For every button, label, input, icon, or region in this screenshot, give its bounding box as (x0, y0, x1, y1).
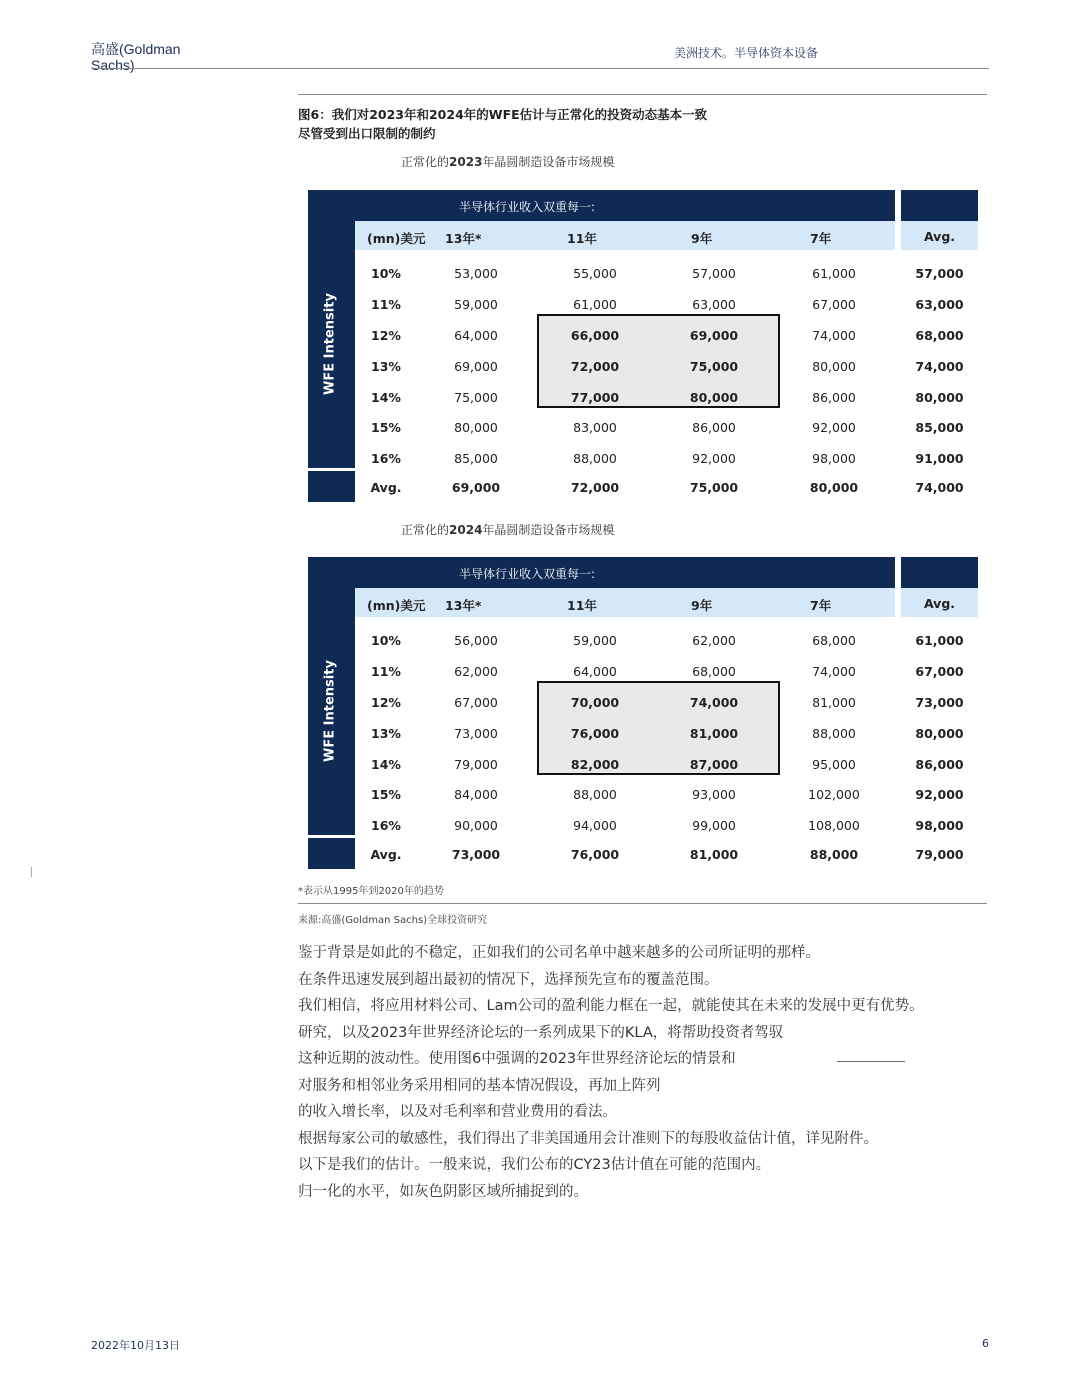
body-line: 归一化的水平，如灰色阴影区域所捕捉到的。 (298, 1183, 588, 1200)
footer-date: 2022年10月13日 (91, 1339, 180, 1352)
table-cell: 85,000 (454, 451, 498, 466)
table-cell: 83,000 (573, 420, 617, 435)
caption-year: 2024 (449, 523, 483, 537)
table-cell: 72,000 (570, 359, 620, 374)
table-cell: 69,000 (689, 328, 739, 343)
table-cell: 98,000 (812, 451, 856, 466)
figure-subtitle: 尽管受到出口限制的制约 (298, 126, 436, 141)
row-avg-cell: 86,000 (915, 757, 964, 772)
bar-title: 半导体行业收入双重每一: (459, 567, 596, 581)
table-cell: 102,000 (808, 787, 860, 802)
table-cell: 90,000 (454, 818, 498, 833)
table-caption-2023 (401, 153, 614, 170)
column-header: 11年 (567, 598, 597, 613)
row-avg-cell: 74,000 (915, 359, 964, 374)
avg-row-label: Avg. (370, 480, 402, 495)
avg-row-cell: 81,000 (689, 847, 739, 862)
table-cell: 80,000 (454, 420, 498, 435)
column-header: Avg. (923, 596, 956, 611)
body-line: 研究，以及2023年世界经济论坛的一系列成果下的KLA，将帮助投资者驾驭 (298, 1024, 784, 1041)
column-header: 9年 (691, 598, 713, 613)
header-bar (308, 557, 895, 588)
table-cell: 61,000 (573, 297, 617, 312)
column-header: (mn)美元 (367, 231, 426, 246)
caption-suffix: 年晶圆制造设备市场规模 (482, 523, 615, 537)
column-header: 9年 (691, 231, 713, 246)
avg-row-cell: 76,000 (570, 847, 620, 862)
row-label: 13% (371, 726, 401, 741)
row-label: 16% (371, 818, 401, 833)
table-cell: 108,000 (808, 818, 860, 833)
row-label: 11% (371, 664, 401, 679)
wfe-table-2024 (308, 557, 978, 869)
body-line: 在条件迅速发展到超出最初的情况下，选择预先宣布的覆盖范围。 (298, 971, 719, 988)
column-header: Avg. (923, 229, 956, 244)
row-avg-cell: 67,000 (915, 664, 964, 679)
wfe-table-2023 (308, 190, 978, 502)
table-caption-2024 (401, 521, 614, 538)
table-cell: 61,000 (812, 266, 856, 281)
table-cell: 81,000 (689, 726, 739, 741)
table-cell: 73,000 (454, 726, 498, 741)
table-cell: 76,000 (570, 726, 620, 741)
section-title: 美洲技术。半导体资本设备 (673, 46, 818, 60)
table-cell: 69,000 (454, 359, 498, 374)
table-cell: 63,000 (692, 297, 736, 312)
figure-note: *表示从1995年到2020年的趋势 (298, 886, 444, 897)
body-line: 对服务和相邻业务采用相同的基本情况假设，再加上阵列 (298, 1077, 661, 1094)
bar-title: 半导体行业收入双重每一: (459, 200, 596, 214)
avg-row-avg-cell: 79,000 (915, 847, 964, 862)
header-bar (308, 190, 895, 221)
body-line: 的收入增长率，以及对毛利率和营业费用的看法。 (298, 1104, 617, 1120)
table-cell: 74,000 (812, 664, 856, 679)
row-avg-cell: 98,000 (915, 818, 964, 833)
table-cell: 62,000 (454, 664, 498, 679)
body-line: 以下是我们的估计。一般来说，我们公布的CY23估计值在可能的范围内。 (298, 1157, 771, 1173)
row-avg-cell: 63,000 (915, 297, 964, 312)
table-cell: 95,000 (812, 757, 856, 772)
table-cell: 62,000 (692, 633, 736, 648)
table-cell: 67,000 (812, 297, 856, 312)
column-header: 7年 (810, 598, 832, 613)
table-cell: 99,000 (692, 818, 736, 833)
row-avg-cell: 80,000 (915, 726, 964, 741)
table-cell: 93,000 (692, 787, 736, 802)
margin-mark (31, 867, 32, 877)
column-header: 7年 (810, 231, 832, 246)
row-avg-cell: 91,000 (915, 451, 964, 466)
header-divider (91, 68, 989, 69)
table-cell: 79,000 (454, 757, 498, 772)
table-cell: 55,000 (573, 266, 617, 281)
table-cell: 80,000 (689, 390, 739, 405)
page-number: 6 (982, 1337, 989, 1350)
row-label: 16% (371, 451, 401, 466)
avg-row-cell: 75,000 (689, 480, 739, 495)
body-paragraph (298, 940, 988, 1205)
table-cell: 80,000 (812, 359, 856, 374)
table-cell: 87,000 (689, 757, 739, 772)
body-line: 这种近期的波动性。使用图6中强调的2023年世界经济论坛的情景和 (298, 1051, 736, 1067)
table-cell: 88,000 (573, 787, 617, 802)
table-cell: 75,000 (454, 390, 498, 405)
row-avg-cell: 85,000 (915, 420, 964, 435)
table-cell: 64,000 (573, 664, 617, 679)
row-avg-cell: 61,000 (915, 633, 964, 648)
figure-title: 图6：我们对2023年和2024年的WFE估计与正常化的投资动态基本一致 (298, 107, 708, 122)
figure-source: 来源:高盛(Goldman Sachs)全球投资研究 (298, 915, 488, 926)
table-cell: 68,000 (692, 664, 736, 679)
side-bar-bottom (308, 838, 355, 869)
caption-suffix: 年晶圆制造设备市场规模 (482, 155, 615, 169)
table-cell: 68,000 (812, 633, 856, 648)
column-header: (mn)美元 (367, 598, 426, 613)
avg-row-cell: 73,000 (451, 847, 501, 862)
caption-prefix: 正常化的 (401, 523, 450, 537)
table-cell: 92,000 (692, 451, 736, 466)
avg-row-cell: 80,000 (809, 480, 859, 495)
short-rule (837, 1061, 905, 1062)
avg-row-label: Avg. (370, 847, 402, 862)
brand-logo: 高盛(Goldman Sachs) (91, 41, 181, 73)
table-cell: 74,000 (812, 328, 856, 343)
wfe-intensity-label: WFE Intensity (322, 293, 338, 395)
row-avg-cell: 57,000 (915, 266, 964, 281)
avg-row-avg-cell: 74,000 (915, 480, 964, 495)
row-avg-cell: 80,000 (915, 390, 964, 405)
row-label: 14% (371, 390, 401, 405)
figure-title-block (298, 105, 707, 143)
table-cell: 75,000 (689, 359, 739, 374)
wfe-intensity-label: WFE Intensity (322, 660, 338, 762)
table-cell: 70,000 (570, 695, 620, 710)
row-avg-cell: 92,000 (915, 787, 964, 802)
caption-prefix: 正常化的 (401, 155, 450, 169)
table-cell: 82,000 (570, 757, 620, 772)
table-cell: 88,000 (573, 451, 617, 466)
row-label: 12% (371, 695, 401, 710)
table-cell: 66,000 (570, 328, 620, 343)
table-cell: 59,000 (454, 297, 498, 312)
column-header: 13年* (445, 231, 482, 246)
figure-top-divider (298, 94, 987, 95)
table-cell: 94,000 (573, 818, 617, 833)
avg-header-bar (901, 190, 978, 221)
row-label: 13% (371, 359, 401, 374)
row-label: 15% (371, 420, 401, 435)
side-bar-bottom (308, 471, 355, 502)
table-cell: 53,000 (454, 266, 498, 281)
table-cell: 88,000 (812, 726, 856, 741)
source-divider (298, 903, 987, 904)
row-label: 12% (371, 328, 401, 343)
avg-row-cell: 72,000 (570, 480, 620, 495)
body-line: 鉴于背景是如此的不稳定，正如我们的公司名单中越来越多的公司所证明的那样。 (298, 945, 820, 961)
caption-year: 2023 (449, 155, 483, 169)
row-avg-cell: 68,000 (915, 328, 964, 343)
column-header: 11年 (567, 231, 597, 246)
avg-row-cell: 69,000 (451, 480, 501, 495)
column-header: 13年* (445, 598, 482, 613)
table-cell: 84,000 (454, 787, 498, 802)
table-cell: 56,000 (454, 633, 498, 648)
avg-header-bar (901, 557, 978, 588)
table-cell: 74,000 (689, 695, 739, 710)
table-cell: 86,000 (812, 390, 856, 405)
avg-row-cell: 88,000 (809, 847, 859, 862)
table-cell: 57,000 (692, 266, 736, 281)
table-cell: 59,000 (573, 633, 617, 648)
table-cell: 86,000 (692, 420, 736, 435)
body-line: 我们相信，将应用材料公司、Lam公司的盈利能力框在一起，就能使其在未来的发展中更有优势。 (298, 998, 924, 1014)
row-label: 10% (371, 633, 401, 648)
row-label: 15% (371, 787, 401, 802)
row-label: 11% (371, 297, 401, 312)
table-cell: 92,000 (812, 420, 856, 435)
table-cell: 64,000 (454, 328, 498, 343)
table-cell: 81,000 (812, 695, 856, 710)
table-cell: 67,000 (454, 695, 498, 710)
row-label: 14% (371, 757, 401, 772)
table-cell: 77,000 (570, 390, 620, 405)
row-avg-cell: 73,000 (915, 695, 964, 710)
body-line: 根据每家公司的敏感性，我们得出了非美国通用会计准则下的每股收益估计值，详见附件。 (298, 1130, 878, 1147)
row-label: 10% (371, 266, 401, 281)
